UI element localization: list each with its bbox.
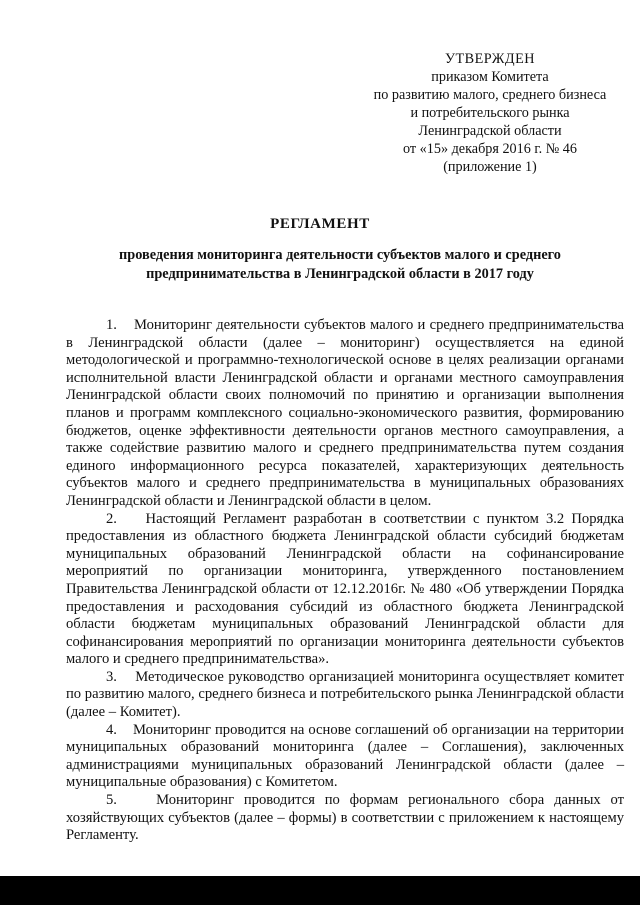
approval-line: от «15» декабря 2016 г. № 46 <box>403 141 577 157</box>
approval-line: и потребительского рынка <box>410 105 570 121</box>
document-title: РЕГЛАМЕНТ <box>270 216 370 232</box>
subtitle-line: предпринимательства в Ленинградской области в 2017 году <box>146 266 534 282</box>
approval-block <box>340 50 640 176</box>
paragraph-2: 2. Настоящий Регламент разработан в соответствии с пунктом 3.2 Порядка предоставления из областного бюджета Ленинградской области субсидий бюджетам муниципальных образований Ленинградской области на софинансирование мероприятий по организации мониторинга, утвержденного постановлением Правительства Ленинградской области от 12.12.2016г. № 480 «Об утверждении Порядка предоставления и расходования субсидий из областного бюджета Ленинградской области бюджетам муниципальных образований Ленинградской области для софинансирования мероприятий по организации мониторинга деятельности субъектов малого и среднего предпринимательства». <box>66 510 624 668</box>
approval-line: по развитию малого, среднего бизнеса <box>373 87 607 103</box>
approval-line: (приложение 1) <box>443 159 537 175</box>
paragraph-3: 3. Методическое руководство организацией мониторинга осуществляет комитет по развитию малого, среднего бизнеса и потребительского рынка Ленинградской области (далее – Комитет). <box>66 668 624 721</box>
subtitle-line: проведения мониторинга деятельности субъектов малого и среднего <box>119 247 561 263</box>
scan-bottom-edge <box>0 876 640 905</box>
approval-line: Ленинградской области <box>418 123 562 139</box>
paragraph-4: 4. Мониторинг проводится на основе соглашений об организации на территории муниципальных образований мониторинга (далее – Соглашения), заключенных администрациями муниципальных образований Ленинградской области (далее – муниципальные образования) с Комитетом. <box>66 721 624 791</box>
paragraph-5: 5. Мониторинг проводится по формам регионального сбора данных от хозяйствующих субъектов (далее – формы) в соответствии с приложением к настоящему Регламенту. <box>66 792 624 844</box>
approval-title: УТВЕРЖДЕН <box>444 51 536 67</box>
document-body <box>66 317 624 845</box>
document-subtitle <box>90 246 590 284</box>
paragraph-1: 1. Мониторинг деятельности субъектов малого и среднего предпринимательства в Ленинградской области (далее – мониторинг) осуществляется на единой методологической и программно-технологической основе в целях реализации органами исполнительной власти Ленинградской области и органами местного самоуправления Ленинградской области своих полномочий по принятию и организации выполнения планов и программ комплексного социально-экономического развития, формированию бюджетов, оценке эффективности деятельности органов местного самоуправления, а также содействие развитию малого и среднего предпринимательства путем создания единого информационного ресурса показателей, характеризующих деятельность субъектов малого и среднего предпринимательства в муниципальных образованиях Ленинградской области и Ленинградской области в целом. <box>66 317 624 509</box>
approval-line: приказом Комитета <box>431 69 549 85</box>
